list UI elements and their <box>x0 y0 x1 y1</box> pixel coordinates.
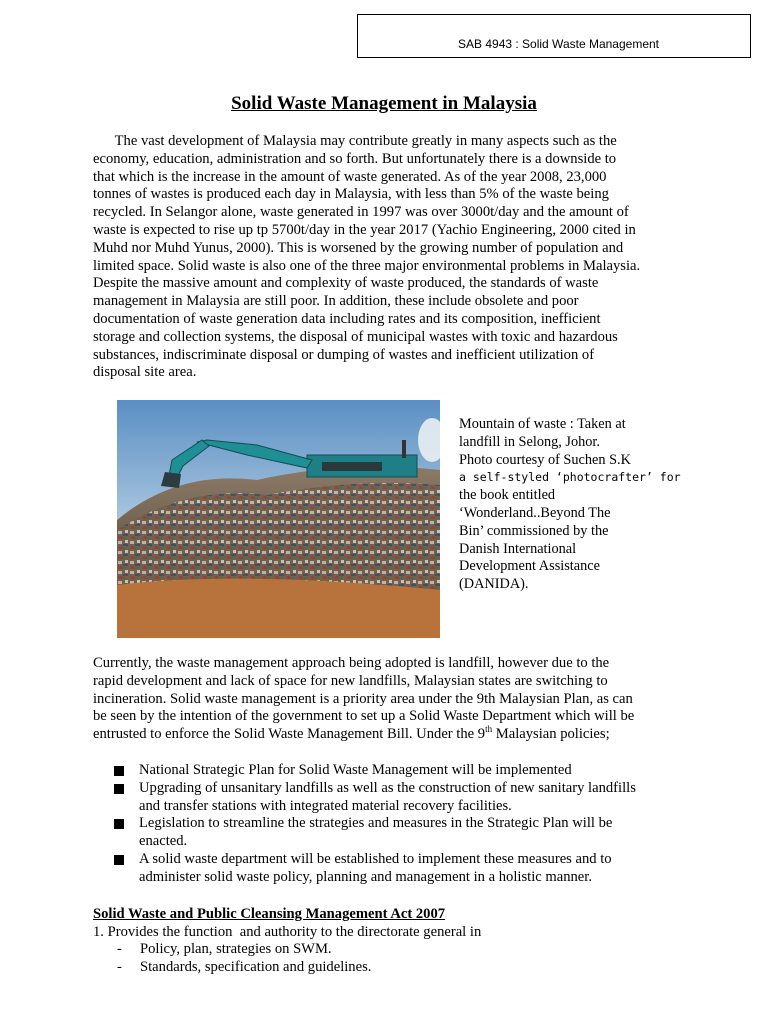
approach-line: rapid development and lack of space for new landfills, Malaysian states are switching to <box>93 672 608 689</box>
header-box <box>357 14 751 58</box>
list-item <box>117 959 371 977</box>
dash-bullet-icon: - <box>117 941 122 957</box>
caption-line: ‘Wonderland..Beyond The <box>459 504 611 521</box>
list-item <box>114 762 674 780</box>
act-sub-list <box>117 941 371 977</box>
approach-text: entrusted to enforce the Solid Waste Management Bill. Under the 9 <box>93 726 486 743</box>
photo-caption <box>459 416 681 594</box>
caption-line: Bin’ commissioned by the <box>459 522 609 539</box>
intro-line: storage and collection systems, the disposal of municipal wastes with toxic and hazardous <box>93 328 618 345</box>
approach-line: incineration. Solid waste management is a priority area under the 9th Malaysian Plan, as can <box>93 690 633 707</box>
intro-line: economy, education, administration and so forth. But unfortunately there is a downside to <box>93 150 617 167</box>
sub-item-text: Policy, plan, strategies on SWM. <box>140 941 332 957</box>
intro-line: disposal site area. <box>93 364 197 381</box>
course-header: SAB 4943 : Solid Waste Management <box>458 37 659 51</box>
caption-line: Development Assistance <box>459 558 600 575</box>
list-item <box>117 941 371 959</box>
caption-line: (DANIDA). <box>459 576 529 593</box>
page-title: Solid Waste Management in Malaysia <box>231 93 537 114</box>
intro-paragraph <box>93 133 683 382</box>
intro-line: waste is expected to rise up tp 5700t/day in the year 2017 (Yachio Engineering, 2000 cited in <box>93 221 636 238</box>
dash-bullet-icon: - <box>117 958 122 975</box>
list-item <box>114 780 674 816</box>
approach-last-line <box>93 726 683 744</box>
intro-line: Despite the massive amount and complexity of waste produced, the standards of waste <box>93 275 599 292</box>
approach-line: be seen by the intention of the government to set up a Solid Waste Department which will be <box>93 708 635 725</box>
caption-line: a self-styled ‘photocrafter’ for <box>459 470 681 485</box>
intro-line: The vast development of Malaysia may contribute greatly in many aspects such as the <box>93 133 617 149</box>
bullet-text: A solid waste department will be established to implement these measures and to <box>139 850 612 867</box>
bullet-text: administer solid waste policy, planning and management in a holistic manner. <box>139 868 592 885</box>
list-item <box>114 815 674 851</box>
act-heading: Solid Waste and Public Cleansing Management Act 2007 <box>93 906 446 922</box>
approach-paragraph <box>93 655 683 744</box>
intro-line: that which is the increase in the amount of waste generated. As of the year 2008, 23,000 <box>93 168 607 185</box>
bullet-text: Upgrading of unsanitary landfills as well as the construction of new sanitary landfills <box>139 779 636 796</box>
intro-line: management in Malaysia are still poor. In addition, these include obsolete and poor <box>93 293 579 310</box>
ordinal-suffix: th <box>485 724 493 735</box>
bullet-square-icon <box>114 784 124 794</box>
intro-line: substances, indiscriminate disposal or dumping of wastes and inefficient utilization of <box>93 346 595 363</box>
intro-line: documentation of waste generation data including rates and its composition, inefficient <box>93 310 601 327</box>
caption-line: Photo courtesy of Suchen S.K <box>459 451 631 468</box>
approach-text-end: Malaysian policies; <box>492 726 610 743</box>
act-item-1: 1. Provides the function and authority to the directorate general in <box>93 924 482 940</box>
caption-line: the book entitled <box>459 487 556 504</box>
bullet-text: enacted. <box>139 833 188 850</box>
caption-line: landfill in Selong, Johor. <box>459 433 600 450</box>
caption-line: Danish International <box>459 540 577 557</box>
intro-line: tonnes of wastes is produced each day in Malaysia, with less than 5% of the waste being <box>93 186 609 203</box>
policy-bullet-list <box>114 762 674 887</box>
soil <box>117 579 440 638</box>
bullet-text: and transfer stations with integrated material recovery facilities. <box>139 797 512 814</box>
bullet-text: Legislation to streamline the strategies and measures in the Strategic Plan will be <box>139 815 613 832</box>
landfill-photo <box>117 400 440 638</box>
sub-item-text: Standards, specification and guidelines. <box>140 958 372 975</box>
bullet-square-icon <box>114 766 124 776</box>
intro-line: recycled. In Selangor alone, waste generated in 1997 was over 3000t/day and the amount of <box>93 204 629 221</box>
intro-line: Muhd nor Muhd Yunus, 2000). This is worsened by the growing number of population and <box>93 239 624 256</box>
landfill-illustration <box>117 400 440 638</box>
bullet-square-icon <box>114 819 124 829</box>
bullet-square-icon <box>114 855 124 865</box>
approach-line: Currently, the waste management approach being adopted is landfill, however due to the <box>93 655 610 671</box>
intro-line: limited space. Solid waste is also one of the three major environmental problems in Malaysia. <box>93 257 641 274</box>
list-item <box>114 851 674 887</box>
caption-line: Mountain of waste : Taken at <box>459 416 626 432</box>
bullet-text: National Strategic Plan for Solid Waste Management will be implemented <box>139 762 572 778</box>
